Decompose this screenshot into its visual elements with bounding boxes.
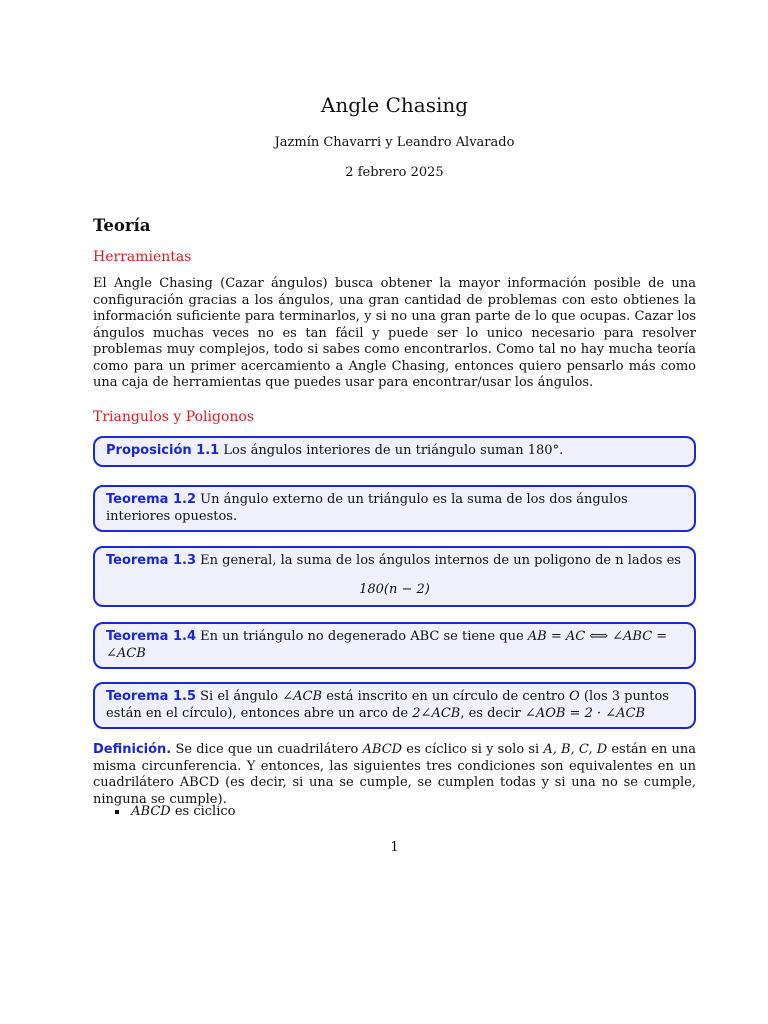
list-item [115,804,235,821]
proposition-1-1-box [93,436,696,467]
definition-text-c: están en una misma circunferencia. Y entonces, las siguientes tres condiciones son equivalentes en un cuadrilátero ABCD (es decir, si una se cumple, se cumplen todas y si una no se cumple, ninguna se cumple). [93,742,696,807]
herramientas-paragraph: El Angle Chasing (Cazar ángulos) busca obtener la mayor información posible de una configuración gracias a los ángulos, una gran cantidad de problemas con esto obtienes la información suficiente para terminarlos, y si no una gran parte de lo que ocupas. Cazar los ángulos muchas veces no es tan fácil y puede ser lo unico necesario para resolver problemas muy complejos, todo si sabes como encontrarlos. Como tal no hay mucha teoría como para un primer acercamiento a Angle Chasing, entonces quiero pensarlo más como una caja de herramientas que puedes usar para encontrar/usar los ángulos. [93,276,696,390]
theorem-1-5-text-c: (los 3 puntos están en el círculo), entonces abre un arco de [106,689,669,721]
proposition-1-1-label: Proposición 1.1 [106,443,220,458]
doc-date: 2 febrero 2025 [345,165,444,180]
theorem-1-3-formula: 180(n − 2) [359,581,430,597]
theorem-1-4-text: En un triángulo no degenerado ABC se tiene que [200,629,524,644]
theorem-1-2-box [93,485,696,532]
theorem-1-2-text: Un ángulo externo de un triángulo es la suma de los dos ángulos interiores opuestos. [106,492,628,524]
theorem-1-4-box [93,622,696,669]
document-page [93,0,696,1024]
definition-label: Definición. [93,742,172,757]
theorem-1-5-text-d: , es decir [460,705,521,721]
theorem-1-5-math-b: O [569,689,580,704]
doc-title: Angle Chasing [320,93,469,117]
bullet-square-icon [115,810,119,814]
bullet-1-text: es ciclico [174,804,236,819]
theorem-1-3-label: Teorema 1.3 [106,553,196,568]
bullet-1-math: ABCD [131,804,171,819]
definition-text-b: es cíclico si y solo si [406,742,540,757]
theorem-1-5-label: Teorema 1.5 [106,689,196,704]
theorem-1-5-box [93,682,696,729]
theorem-1-4-label: Teorema 1.4 [106,629,196,644]
definition-math-a: ABCD [362,742,403,757]
page-number: 1 [390,840,399,855]
theorem-1-5-text-b: está inscrito en un círculo de centro [326,689,565,704]
theorem-1-3-box [93,546,696,607]
theorem-1-2-label: Teorema 1.2 [106,492,196,507]
theorem-1-5-math-a: ∠ACB [282,689,323,704]
section-heading-teoria: Teoría [93,216,151,235]
theorem-1-5-math-d: ∠AOB = 2 · ∠ACB [524,705,646,721]
theorem-1-5-math-c: 2∠ACB [412,705,461,721]
subsection-heading-herramientas: Herramientas [93,249,192,265]
definition-paragraph [93,742,696,808]
theorem-1-4-math: AB = AC ⟺ ∠ABC = ∠ACB [106,629,668,661]
proposition-1-1-text: Los ángulos interiores de un triángulo suman 180°. [223,443,564,458]
definition-text-a: Se dice que un cuadrilátero [175,742,359,757]
theorem-1-3-text: En general, la suma de los ángulos internos de un poligono de n lados es [200,553,681,568]
subsection-heading-triangulos: Triangulos y Poligonos [93,409,255,425]
definition-math-b: A, B, C, D [543,742,608,757]
doc-authors: Jazmín Chavarri y Leandro Alvarado [274,135,515,150]
theorem-1-5-text-a: Si el ángulo [200,689,279,704]
